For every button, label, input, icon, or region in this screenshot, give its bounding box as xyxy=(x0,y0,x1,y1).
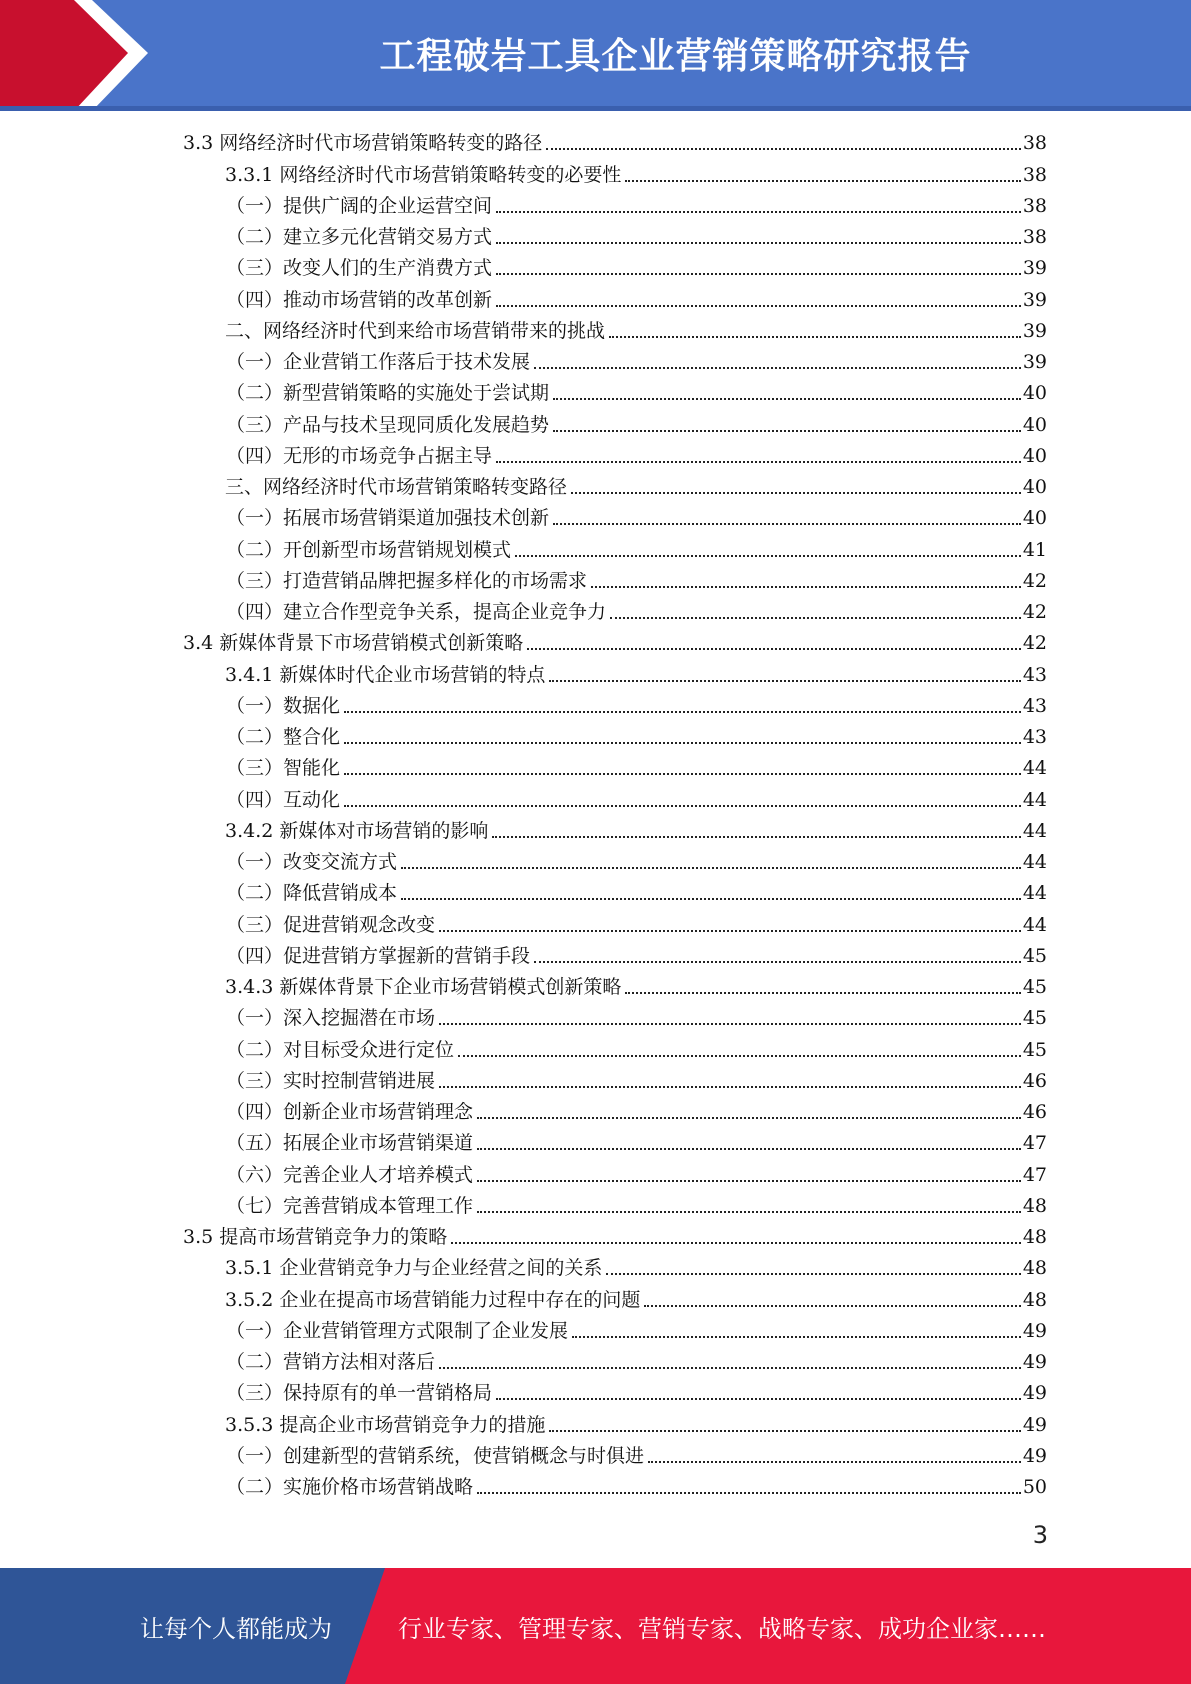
toc-dot-leader xyxy=(477,1117,1021,1119)
toc-entry-label: 3.5.2 企业在提高市场营销能力过程中存在的问题 xyxy=(225,1288,641,1311)
toc-entry-row xyxy=(226,1006,1191,1030)
toc-dot-leader xyxy=(553,398,1021,400)
toc-entry-label: 3.3.1 网络经济时代市场营销策略转变的必要性 xyxy=(225,163,622,186)
toc-entry[interactable] xyxy=(0,1222,1191,1253)
toc-entry[interactable] xyxy=(0,691,1191,722)
toc-entry-row xyxy=(226,1131,1191,1155)
toc-entry[interactable] xyxy=(0,1284,1191,1315)
toc-entry-row xyxy=(225,475,1191,499)
toc-entry-page: 39 xyxy=(1022,288,1047,311)
toc-entry[interactable] xyxy=(0,503,1191,534)
toc-entry-row xyxy=(226,569,1191,593)
toc-dot-leader xyxy=(401,867,1021,869)
toc-entry-label: （一）创建新型的营销系统，使营销概念与时俱进 xyxy=(226,1444,645,1467)
toc-entry-label: （二）营销方法相对落后 xyxy=(226,1351,436,1373)
toc-entry-row xyxy=(226,506,1191,530)
toc-dot-leader xyxy=(625,992,1020,994)
toc-entry-row xyxy=(226,1038,1191,1062)
toc-entry-page: 44 xyxy=(1022,819,1047,842)
toc-entry[interactable] xyxy=(0,534,1191,565)
toc-entry-row xyxy=(226,913,1191,937)
toc-entry-label: 3.4.3 新媒体背景下企业市场营销模式创新策略 xyxy=(225,976,622,998)
toc-entry[interactable] xyxy=(0,1066,1191,1097)
toc-entry-row xyxy=(226,444,1191,468)
toc-entry-row xyxy=(226,1381,1191,1405)
toc-entry-label: （三）保持原有的单一营销格局 xyxy=(226,1382,493,1405)
toc-entry-page: 41 xyxy=(1022,538,1047,561)
toc-entry-page: 40 xyxy=(1022,444,1047,467)
toc-entry-label: （四）创新企业市场营销理念 xyxy=(226,1101,474,1123)
toc-entry-label: 3.5.1 企业营销竞争力与企业经营之间的关系 xyxy=(225,1257,603,1280)
toc-entry-label: （二）新型营销策略的实施处于尝试期 xyxy=(226,382,550,405)
toc-entry-row xyxy=(225,1256,1191,1280)
toc-dot-leader xyxy=(439,1086,1021,1088)
toc-entry-label: （二）实施价格市场营销战略 xyxy=(226,1476,474,1498)
toc-entry-label: 3.3 网络经济时代市场营销策略转变的路径 xyxy=(183,132,543,155)
toc-entry-page: 49 xyxy=(1022,1413,1047,1436)
toc-entry-label: （六）完善企业人才培养模式 xyxy=(226,1163,474,1186)
toc-entry-label: （四）促进营销方掌握新的营销手段 xyxy=(226,944,531,967)
toc-entry-page: 38 xyxy=(1022,226,1047,248)
toc-entry-page: 38 xyxy=(1022,132,1047,155)
toc-entry[interactable] xyxy=(0,1034,1191,1065)
toc-dot-leader xyxy=(534,961,1021,963)
toc-entry[interactable] xyxy=(0,816,1191,847)
toc-entry-row xyxy=(225,663,1191,687)
toc-entry-page: 47 xyxy=(1022,1163,1047,1186)
toc-dot-leader xyxy=(439,1367,1021,1369)
toc-entry[interactable] xyxy=(0,753,1191,784)
toc-entry-row xyxy=(226,1100,1191,1124)
toc-entry-row xyxy=(183,131,1191,155)
header-divider xyxy=(0,106,1191,111)
toc-entry-page: 42 xyxy=(1022,569,1047,592)
toc-dot-leader xyxy=(515,555,1021,557)
toc-entry[interactable] xyxy=(0,159,1191,190)
toc-dot-leader xyxy=(572,1336,1021,1338)
toc-entry-label: 3.4 新媒体背景下市场营销模式创新策略 xyxy=(183,632,524,655)
toc-entry-page: 44 xyxy=(1022,882,1047,905)
toc-entry-label: 二、网络经济时代到来给市场营销带来的挑战 xyxy=(225,319,606,342)
toc-entry-row xyxy=(225,975,1191,999)
toc-entry-row xyxy=(226,881,1191,905)
toc-entry-label: （一）深入挖掘潜在市场 xyxy=(226,1007,436,1030)
toc-entry[interactable] xyxy=(0,378,1191,409)
toc-dot-leader xyxy=(625,180,1020,182)
toc-entry[interactable] xyxy=(0,878,1191,909)
toc-entry-row xyxy=(225,319,1191,343)
toc-entry[interactable] xyxy=(0,1003,1191,1034)
toc-entry-page: 40 xyxy=(1022,382,1047,405)
toc-entry-page: 50 xyxy=(1022,1476,1047,1498)
toc-entry[interactable] xyxy=(0,284,1191,315)
toc-entry-label: （一）企业营销管理方式限制了企业发展 xyxy=(226,1319,569,1342)
toc-dot-leader xyxy=(591,586,1021,588)
toc-entry-label: （七）完善营销成本管理工作 xyxy=(226,1194,474,1217)
toc-entry-label: （一）企业营销工作落后于技术发展 xyxy=(226,351,531,373)
toc-entry-page: 44 xyxy=(1022,788,1047,811)
toc-entry-page: 45 xyxy=(1022,976,1047,998)
toc-entry-page: 38 xyxy=(1022,194,1047,217)
toc-dot-leader xyxy=(458,1055,1021,1057)
toc-entry-row xyxy=(226,225,1191,249)
toc-entry-label: （四）无形的市场竞争占据主导 xyxy=(226,444,493,467)
toc-entry-row xyxy=(225,163,1191,187)
page-number: 3 xyxy=(1032,1521,1048,1549)
toc-dot-leader xyxy=(496,242,1021,244)
toc-entry-page: 39 xyxy=(1022,351,1047,373)
toc-entry[interactable] xyxy=(0,1128,1191,1159)
toc-entry-label: （五）拓展企业市场营销渠道 xyxy=(226,1132,474,1155)
toc-entry-label: （四）推动市场营销的改革创新 xyxy=(226,288,493,311)
toc-dot-leader xyxy=(606,1273,1020,1275)
toc-entry-page: 43 xyxy=(1022,663,1047,686)
toc-entry-label: （三）改变人们的生产消费方式 xyxy=(226,257,493,280)
toc-entry-page: 44 xyxy=(1022,851,1047,873)
toc-entry-label: （二）降低营销成本 xyxy=(226,882,398,905)
footer-slogan-right: 行业专家、管理专家、营销专家、战略专家、成功企业家…… xyxy=(398,1614,1046,1643)
toc-dot-leader xyxy=(648,1461,1021,1463)
toc-entry-page: 49 xyxy=(1022,1382,1047,1405)
toc-entry[interactable] xyxy=(0,316,1191,347)
toc-entry[interactable] xyxy=(0,722,1191,753)
toc-dot-leader xyxy=(549,1430,1020,1432)
toc-dot-leader xyxy=(546,148,1021,150)
table-of-contents xyxy=(0,128,1191,1503)
toc-entry-page: 46 xyxy=(1022,1101,1047,1123)
toc-entry-label: （二）开创新型市场营销规划模式 xyxy=(226,538,512,561)
toc-entry-label: （一）改变交流方式 xyxy=(226,851,398,873)
toc-entry-row xyxy=(183,631,1191,655)
toc-dot-leader xyxy=(439,1023,1021,1025)
toc-entry-row xyxy=(226,381,1191,405)
toc-entry-row xyxy=(226,1319,1191,1343)
toc-dot-leader xyxy=(609,336,1021,338)
toc-dot-leader xyxy=(477,1211,1021,1213)
toc-entry-label: （一）拓展市场营销渠道加强技术创新 xyxy=(226,507,550,530)
toc-dot-leader xyxy=(451,1242,1021,1244)
toc-entry-page: 47 xyxy=(1022,1132,1047,1155)
footer-slogan-left: 让每个人都能成为 xyxy=(140,1614,332,1643)
toc-entry-page: 38 xyxy=(1022,163,1047,186)
toc-dot-leader xyxy=(610,617,1021,619)
toc-dot-leader xyxy=(644,1305,1020,1307)
toc-entry-row xyxy=(226,413,1191,437)
toc-dot-leader xyxy=(534,367,1021,369)
toc-entry-row xyxy=(226,538,1191,562)
toc-entry-label: （四）建立合作型竞争关系，提高企业竞争力 xyxy=(226,601,607,623)
toc-entry-row xyxy=(226,600,1191,624)
toc-entry-row xyxy=(225,819,1191,843)
toc-entry-page: 42 xyxy=(1022,632,1047,655)
toc-entry[interactable] xyxy=(0,253,1191,284)
toc-dot-leader xyxy=(571,492,1021,494)
toc-entry[interactable] xyxy=(0,1409,1191,1440)
toc-entry-page: 48 xyxy=(1022,1194,1047,1217)
toc-dot-leader xyxy=(496,305,1021,307)
toc-entry-row xyxy=(226,350,1191,374)
toc-dot-leader xyxy=(344,711,1021,713)
toc-entry-page: 40 xyxy=(1022,476,1047,498)
toc-entry[interactable] xyxy=(0,1316,1191,1347)
toc-entry[interactable] xyxy=(0,222,1191,253)
toc-entry-row xyxy=(226,1194,1191,1218)
toc-dot-leader xyxy=(553,523,1021,525)
toc-dot-leader xyxy=(549,680,1020,682)
toc-entry-page: 44 xyxy=(1022,757,1047,780)
toc-entry[interactable] xyxy=(0,1378,1191,1409)
toc-dot-leader xyxy=(496,1398,1021,1400)
toc-entry[interactable] xyxy=(0,1347,1191,1378)
toc-entry[interactable] xyxy=(0,472,1191,503)
toc-entry-row xyxy=(226,288,1191,312)
toc-entry-label: 3.5 提高市场营销竞争力的策略 xyxy=(183,1226,448,1248)
toc-entry-label: （三）打造营销品牌把握多样化的市场需求 xyxy=(226,569,588,592)
document-title: 工程破岩工具企业营销策略研究报告 xyxy=(379,35,972,77)
toc-entry[interactable] xyxy=(0,1097,1191,1128)
toc-entry[interactable] xyxy=(0,597,1191,628)
toc-entry-row xyxy=(226,756,1191,780)
toc-entry-label: 3.4.2 新媒体对市场营销的影响 xyxy=(225,819,489,842)
toc-dot-leader xyxy=(344,805,1021,807)
toc-entry[interactable] xyxy=(0,784,1191,815)
toc-dot-leader xyxy=(496,273,1021,275)
toc-entry-label: （三）产品与技术呈现同质化发展趋势 xyxy=(226,413,550,436)
toc-dot-leader xyxy=(527,648,1021,650)
toc-entry-row xyxy=(226,1163,1191,1187)
toc-entry-row xyxy=(225,1288,1191,1312)
toc-dot-leader xyxy=(439,930,1021,932)
toc-entry-page: 45 xyxy=(1022,1007,1047,1030)
toc-dot-leader xyxy=(496,461,1021,463)
toc-entry-page: 39 xyxy=(1022,257,1047,280)
toc-entry-label: （一）提供广阔的企业运营空间 xyxy=(226,194,493,217)
toc-dot-leader xyxy=(477,1148,1021,1150)
toc-entry[interactable] xyxy=(0,441,1191,472)
toc-entry-page: 44 xyxy=(1022,913,1047,936)
toc-entry[interactable] xyxy=(0,409,1191,440)
toc-entry-row xyxy=(226,1069,1191,1093)
toc-entry[interactable] xyxy=(0,1159,1191,1190)
toc-entry-label: （三）促进营销观念改变 xyxy=(226,913,436,936)
toc-entry-page: 40 xyxy=(1022,507,1047,530)
toc-dot-leader xyxy=(344,742,1021,744)
toc-entry-page: 49 xyxy=(1022,1351,1047,1373)
toc-entry-label: （三）智能化 xyxy=(226,757,341,780)
toc-entry[interactable] xyxy=(0,1253,1191,1284)
toc-entry[interactable] xyxy=(0,847,1191,878)
toc-entry-row xyxy=(226,194,1191,218)
toc-entry-page: 43 xyxy=(1022,726,1047,748)
toc-entry-page: 49 xyxy=(1022,1444,1047,1467)
toc-entry[interactable] xyxy=(0,1441,1191,1472)
toc-entry-label: （二）建立多元化营销交易方式 xyxy=(226,226,493,248)
toc-entry-page: 46 xyxy=(1022,1069,1047,1092)
toc-entry-label: （三）实时控制营销进展 xyxy=(226,1069,436,1092)
toc-entry-page: 42 xyxy=(1022,601,1047,623)
toc-dot-leader xyxy=(401,898,1021,900)
toc-entry-page: 45 xyxy=(1022,1038,1047,1061)
toc-entry-row xyxy=(183,1225,1191,1249)
toc-entry-label: 三、网络经济时代市场营销策略转变路径 xyxy=(225,476,568,498)
toc-entry-page: 45 xyxy=(1022,944,1047,967)
toc-entry-label: 3.5.3 提高企业市场营销竞争力的措施 xyxy=(225,1413,546,1436)
toc-entry-page: 48 xyxy=(1022,1226,1047,1248)
toc-entry[interactable] xyxy=(0,941,1191,972)
toc-entry-row xyxy=(226,850,1191,874)
page-footer xyxy=(0,1568,1191,1684)
toc-dot-leader xyxy=(553,430,1021,432)
toc-entry-label: （一）数据化 xyxy=(226,694,341,717)
toc-entry[interactable] xyxy=(0,1472,1191,1503)
toc-entry[interactable] xyxy=(0,1191,1191,1222)
toc-dot-leader xyxy=(344,773,1021,775)
toc-entry[interactable] xyxy=(0,659,1191,690)
toc-dot-leader xyxy=(492,836,1020,838)
toc-entry-page: 48 xyxy=(1022,1288,1047,1311)
toc-entry-row xyxy=(226,256,1191,280)
page-header xyxy=(0,0,1191,111)
toc-entry[interactable] xyxy=(0,191,1191,222)
toc-entry-row xyxy=(226,788,1191,812)
toc-entry-row xyxy=(226,1350,1191,1374)
toc-entry-row xyxy=(226,1444,1191,1468)
toc-entry[interactable] xyxy=(0,628,1191,659)
toc-entry-row xyxy=(226,725,1191,749)
toc-entry[interactable] xyxy=(0,909,1191,940)
toc-entry-label: （二）对目标受众进行定位 xyxy=(226,1038,455,1061)
toc-entry-label: 3.4.1 新媒体时代企业市场营销的特点 xyxy=(225,663,546,686)
toc-entry[interactable] xyxy=(0,347,1191,378)
toc-entry-page: 43 xyxy=(1022,694,1047,717)
toc-dot-leader xyxy=(477,1180,1021,1182)
toc-entry-row xyxy=(226,944,1191,968)
toc-entry[interactable] xyxy=(0,128,1191,159)
toc-entry-page: 40 xyxy=(1022,413,1047,436)
toc-entry-page: 49 xyxy=(1022,1319,1047,1342)
toc-entry-label: （二）整合化 xyxy=(226,726,341,748)
toc-entry-label: （四）互动化 xyxy=(226,788,341,811)
toc-entry-row xyxy=(225,1413,1191,1437)
toc-entry[interactable] xyxy=(0,566,1191,597)
toc-entry-page: 48 xyxy=(1022,1257,1047,1280)
toc-dot-leader xyxy=(477,1492,1021,1494)
toc-entry-row xyxy=(226,1475,1191,1499)
toc-entry[interactable] xyxy=(0,972,1191,1003)
toc-entry-page: 39 xyxy=(1022,319,1047,342)
toc-entry-row xyxy=(226,694,1191,718)
toc-dot-leader xyxy=(496,211,1021,213)
header-chevron-logo xyxy=(0,0,160,111)
